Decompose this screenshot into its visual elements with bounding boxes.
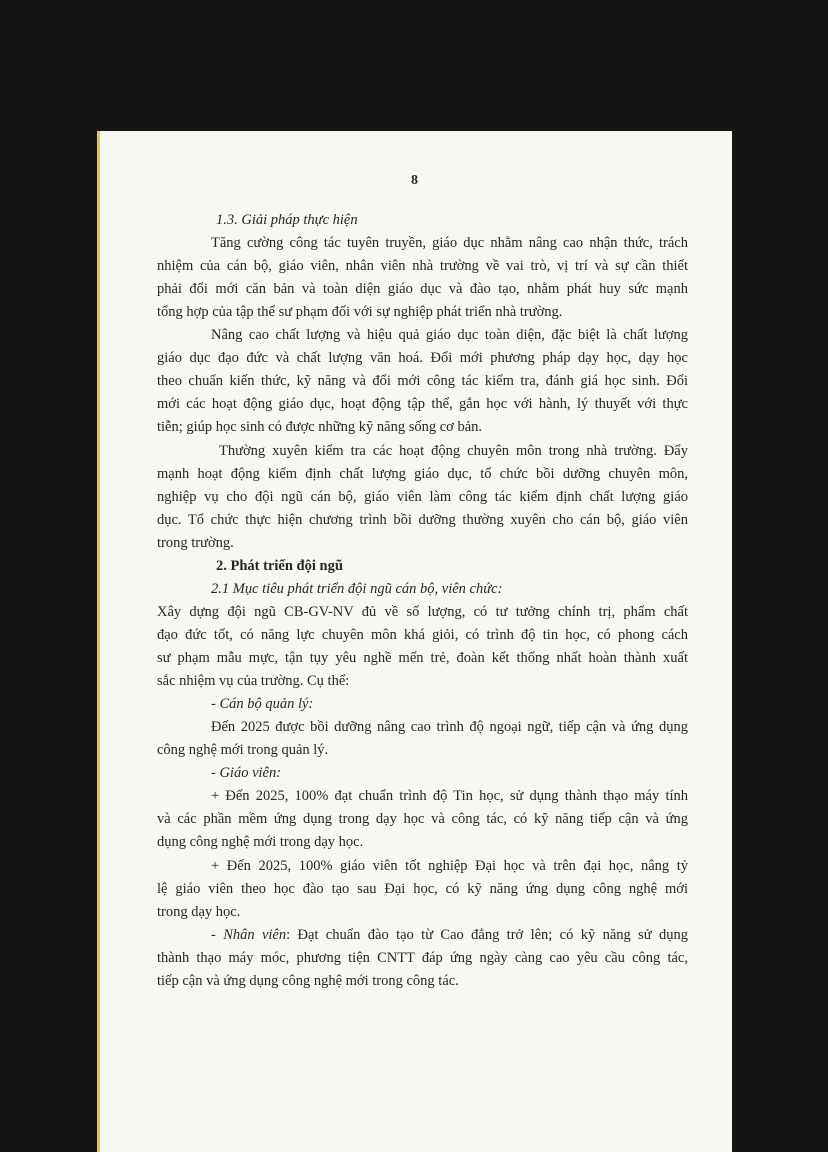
paragraph-line: nhiệm của cán bộ, giáo viên, nhân viên nhà trường về vai trò, vị trí và sự cần thiết xyxy=(157,258,688,274)
paragraph-line: Xây dựng đội ngũ CB-GV-NV đủ về số lượng, có tư tưởng chính trị, phẩm chất xyxy=(157,604,688,620)
paragraph-line: nghiệp vụ cho đội ngũ cán bộ, giáo viên làm công tác kiểm định chất lượng giáo xyxy=(157,489,688,505)
management-label: - Cán bộ quản lý: xyxy=(211,696,314,712)
staff-paragraph-first-line xyxy=(211,924,688,946)
paragraph-line: mạnh hoạt động kiểm định chất lượng giáo dục, tổ chức bồi dưỡng chuyên môn, xyxy=(157,466,688,482)
paragraph-line: tiếp cận và ứng dụng công nghệ mới trong công tác. xyxy=(157,973,459,989)
paragraph-line: Tăng cường công tác tuyên truyền, giáo dục nhằm nâng cao nhận thức, trách xyxy=(211,235,688,251)
paragraph-line: + Đến 2025, 100% giáo viên tốt nghiệp Đại học và trên đại học, nâng tỷ xyxy=(211,858,688,874)
section-heading-1-3: 1.3. Giải pháp thực hiện xyxy=(216,212,358,228)
paragraph-line: trong trường. xyxy=(157,535,234,551)
paragraph-line: đạo đức tốt, có năng lực chuyên môn khá giỏi, có trình độ tin học, có phong cách xyxy=(157,627,688,643)
paragraph-line: lệ giáo viên theo học đào tạo sau Đại học, có kỹ năng ứng dụng công nghệ mới xyxy=(157,881,688,897)
paragraph-line: dụng công nghệ mới trong dạy học. xyxy=(157,834,364,850)
paragraph-line: + Đến 2025, 100% đạt chuẩn trình độ Tin học, sử dụng thành thạo máy tính xyxy=(211,788,688,804)
paragraph-line: Thường xuyên kiểm tra các hoạt động chuyên môn trong nhà trường. Đẩy xyxy=(219,443,688,459)
paragraph-line: tiễn; giúp học sinh có được những kỹ năng sống cơ bản. xyxy=(157,419,483,435)
paragraph-line: công nghệ mới trong quản lý. xyxy=(157,742,329,758)
paragraph-line: dục. Tổ chức thực hiện chương trình bồi dưỡng thường xuyên cho cán bộ, giáo viên xyxy=(157,512,688,528)
staff-label: - Nhân viên xyxy=(211,927,287,943)
paragraph-line: sư phạm mẫu mực, tận tụy yêu nghề mến trẻ, đoàn kết thống nhất hoàn thành xuất xyxy=(157,650,688,666)
paragraph-line: Nâng cao chất lượng và hiệu quả giáo dục toàn diện, đặc biệt là chất lượng xyxy=(211,327,688,343)
paragraph-line: tổng hợp của tập thể sư phạm đối với sự nghiệp phát triển nhà trường. xyxy=(157,304,563,320)
paragraph-line: sắc nhiệm vụ của trường. Cụ thể: xyxy=(157,673,350,689)
paragraph-line: trong dạy học. xyxy=(157,904,241,920)
subsection-heading-2-1: 2.1 Mục tiêu phát triển đội ngũ cán bộ, viên chức: xyxy=(211,581,503,597)
paragraph-line: mới các hoạt động giáo dục, hoạt động tập thể, gắn học với hành, lý thuyết với thực xyxy=(157,396,688,412)
page-number: 8 xyxy=(411,173,418,188)
paragraph-line: Đến 2025 được bồi dưỡng nâng cao trình độ ngoại ngữ, tiếp cận và ứng dụng xyxy=(211,719,688,735)
paragraph-line: giáo dục đạo đức và chất lượng văn hoá. Đổi mới phương pháp dạy học, dạy học xyxy=(157,350,688,366)
paragraph-line: theo chuẩn kiến thức, kỹ năng và đổi mới công tác kiểm tra, đánh giá học sinh. Đổi xyxy=(157,373,688,389)
paragraph-line: và các phần mềm ứng dụng trong dạy học và công tác, có kỹ năng tiếp cận và ứng xyxy=(157,811,688,827)
paragraph-line: phải đổi mới căn bản và toàn diện giáo dục và đào tạo, nhằm phát huy sức mạnh xyxy=(157,281,688,297)
page-content xyxy=(97,131,732,1152)
staff-text: : Đạt chuẩn đào tạo từ Cao đẳng trở lên; có kỹ năng sử dụng xyxy=(286,927,688,943)
document-page xyxy=(97,131,732,1152)
teacher-label: - Giáo viên: xyxy=(211,765,282,781)
section-heading-2: 2. Phát triển đội ngũ xyxy=(216,558,343,574)
paragraph-line: thành thạo máy móc, phương tiện CNTT đáp ứng ngày càng cao yêu cầu công tác, xyxy=(157,950,688,966)
